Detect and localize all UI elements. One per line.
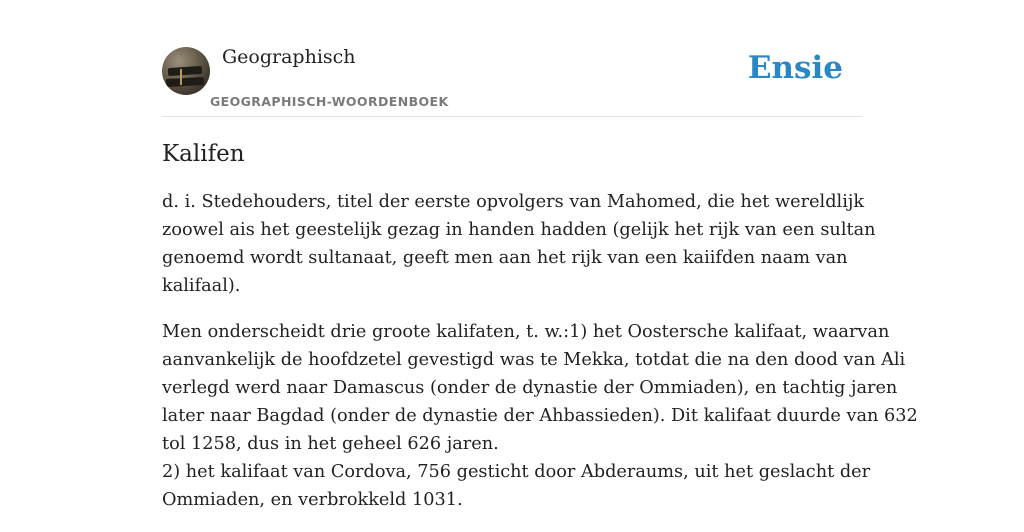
dictionary-title[interactable]: Geographisch: [222, 46, 356, 68]
text-line: verlegd werd naar Damascus (onder de dynastie der Ommiaden), en tachtig jaren: [162, 378, 898, 398]
page: [162, 0, 918, 532]
dictionary-avatar[interactable]: [162, 47, 210, 95]
dictionary-subtitle[interactable]: GEOGRAPHISCH-WOORDENBOEK: [210, 94, 449, 109]
book-image: [166, 77, 204, 87]
article-body: [162, 188, 918, 514]
text-line: zoowel ais het geestelijk gezag in handen hadden (gelijk het rijk van een sultan: [162, 220, 876, 240]
text-line: kalifaal).: [162, 276, 241, 296]
book-spine: [180, 69, 182, 85]
text-line: d. i. Stedehouders, titel der eerste opvolgers van Mahomed, die het wereldlijk: [162, 192, 865, 212]
book-image: [168, 66, 202, 76]
text-line: later naar Bagdad (onder de dynastie der Ahbassieden). Dit kalifaat duurde van 632: [162, 406, 918, 426]
text-line: Men onderscheidt drie groote kalifaten, t. w.:1) het Oostersche kalifaat, waarvan: [162, 322, 890, 342]
ensie-logo[interactable]: Ensie: [747, 50, 843, 86]
paragraph-2: [162, 318, 918, 514]
site-header: [162, 0, 862, 117]
article-title: Kalifen: [162, 141, 245, 167]
text-line: aanvankelijk de hoofdzetel gevestigd was te Mekka, totdat die na den dood van Ali: [162, 350, 906, 370]
text-line: Ommiaden, en verbrokkeld 1031.: [162, 490, 463, 510]
text-line: tol 1258, dus in het geheel 626 jaren.: [162, 434, 499, 454]
text-line: genoemd wordt sultanaat, geeft men aan het rijk van een kaiifden naam van: [162, 248, 848, 268]
paragraph-1: [162, 188, 876, 300]
text-line: 2) het kalifaat van Cordova, 756 gesticht door Abderaums, uit het geslacht der: [162, 462, 871, 482]
